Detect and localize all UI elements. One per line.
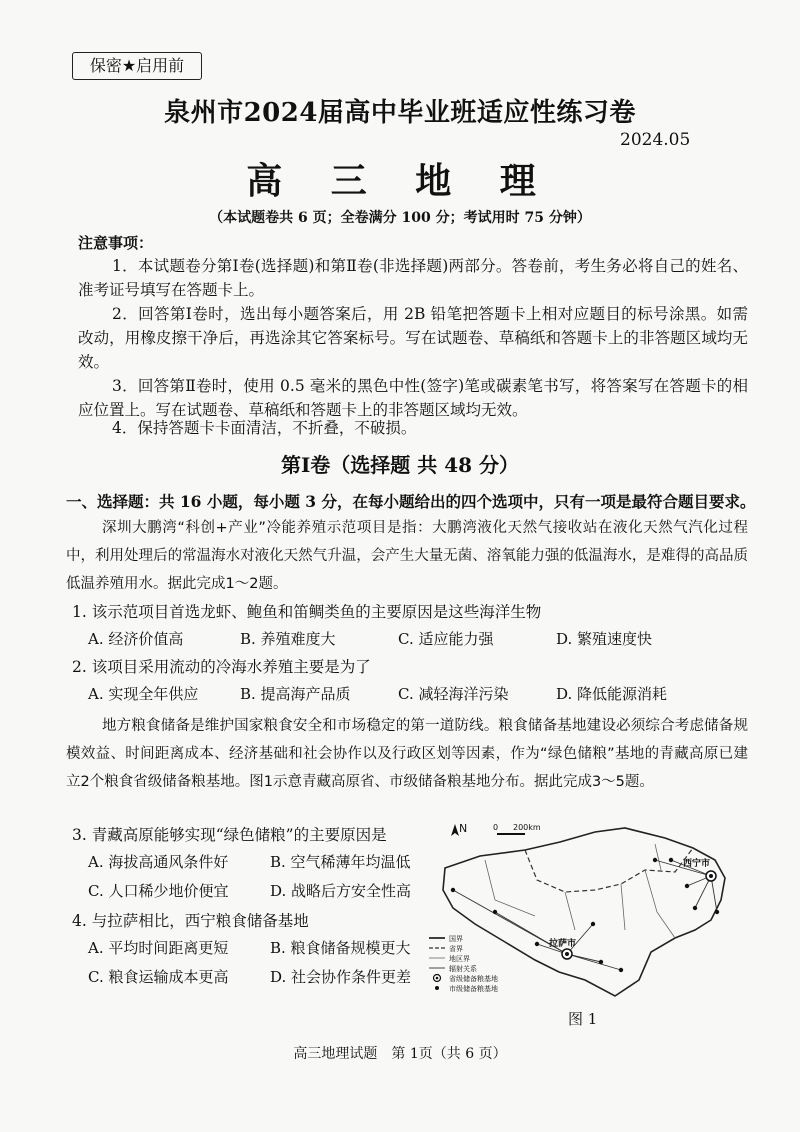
provincial-bases (562, 871, 716, 959)
legend-item: 省界 (449, 945, 463, 953)
question-1-stem: 1. 该示范项目首选龙虾、鲍鱼和笛鲷类鱼的主要原因是这些海洋生物 (72, 603, 542, 621)
notice-item: 2．回答第Ⅰ卷时，选出每小题答案后，用 2B 铅笔把答题卡上相对应题目的标号涂黑。如需改动，用橡皮擦干净后，再选涂其它答案标号。写在试题卷、草稿纸和答题卡上的非答题区域均无效。 (78, 305, 748, 371)
question-1-option-a: A. 经济价值高 (88, 630, 184, 648)
question-4-option-a: A. 平均时间距离更短 (88, 939, 229, 957)
material-passage-1: 深圳大鹏湾“科创+产业”冷能养殖示范项目是指：大鹏湾液化天然气接收站在液化天然气汽化过程中，利用处理后的常温海水对液化天然气升温，会产生大量无菌、溶氧能力强的低温海水，是难得的高品质低温养殖用水。据此完成1～2题。 (66, 520, 748, 592)
scale-zero: 0 (493, 823, 499, 832)
legend-item: 省级储备粮基地 (449, 975, 498, 983)
lhasa-label: 拉萨市 (549, 939, 577, 949)
question-4-option-d: D. 社会协作条件更差 (270, 968, 412, 986)
legend-item: 地区界 (449, 955, 470, 963)
question-4-option-c: C. 粮食运输成本更高 (88, 968, 229, 986)
question-2-option-c: C. 减轻海洋污染 (398, 685, 509, 703)
notice-item: 3．回答第Ⅱ卷时，使用 0.5 毫米的黑色中性(签字)笔或碳素笔书写，将答案写在答题卡的相应位置上。写在试题卷、草稿纸和答题卡上的非答题区域均无效。 (78, 377, 748, 419)
qinghai-tibet-map (425, 820, 745, 1010)
page-footer: 高三地理试题 第 1页（共 6 页） (293, 1046, 507, 1062)
xining-label: 西宁市 (683, 859, 711, 869)
confidential-stamp: 保密★启用前 (72, 52, 202, 80)
question-2-option-d: D. 降低能源消耗 (556, 685, 668, 703)
province-border (525, 848, 693, 892)
question-1-option-b: B. 养殖难度大 (240, 630, 336, 648)
north-label: N (459, 822, 468, 835)
map-figure (425, 820, 745, 1010)
plateau-outline (443, 828, 725, 996)
legend-item: 辐射关系 (449, 965, 477, 973)
scale-label: 200km (513, 823, 541, 832)
notice-title: 注意事项： (78, 234, 154, 252)
question-2-option-a: A. 实现全年供应 (88, 685, 199, 703)
exam-date: 2024.05 (620, 130, 691, 150)
radiation-lines (453, 860, 717, 970)
question-3-option-c: C. 人口稀少地价便宜 (88, 882, 229, 900)
material-passage-2: 地方粮食储备是维护国家粮食安全和市场稳定的第一道防线。粮食储备基地建设必须综合考虑储备规模效益、时间距离成本、经济基础和社会协作以及行政区划等因素，作为“绿色储粮”基地的青藏高原已建立2个粮食省级储备粮基地。图1示意青藏高原省、市级储备粮基地分布。据此完成3～5题。 (66, 718, 748, 790)
question-2-option-b: B. 提高海产品质 (240, 685, 351, 703)
north-arrow-icon (451, 824, 459, 836)
question-3-option-a: A. 海拔高通风条件好 (88, 853, 229, 871)
question-2-stem: 2. 该项目采用流动的冷海水养殖主要是为了 (72, 658, 371, 676)
question-4-option-b: B. 粮食储备规模更大 (270, 939, 411, 957)
exam-title: 泉州市2024届高中毕业班适应性练习卷 (164, 98, 636, 128)
notice-item: 1．本试题卷分第Ⅰ卷(选择题)和第Ⅱ卷(非选择题)两部分。答卷前，考生务必将自己的姓名、准考证号填写在答题卡上。 (78, 257, 748, 299)
question-1-option-c: C. 适应能力强 (398, 630, 494, 648)
exam-info: （本试题卷共 6 页；全卷满分 100 分；考试用时 75 分钟） (209, 210, 591, 226)
notice-item: 4．保持答题卡卡面清洁，不折叠，不破损。 (112, 419, 417, 437)
section-title: 第Ⅰ卷（选择题 共 48 分） (280, 453, 520, 477)
question-4-stem: 4. 与拉萨相比，西宁粮食储备基地 (72, 912, 309, 930)
figure-caption: 图 1 (568, 1010, 598, 1028)
question-3-stem: 3. 青藏高原能够实现“绿色储粮”的主要原因是 (72, 826, 387, 844)
city-bases (451, 858, 719, 972)
section-instruction: 一、选择题：共 16 小题，每小题 3 分，在每小题给出的四个选项中，只有一项是最符合题目要求。 (66, 492, 756, 511)
question-1-option-d: D. 繁殖速度快 (556, 630, 653, 648)
legend-item: 市级储备粮基地 (449, 985, 498, 993)
map-legend (429, 934, 498, 993)
question-3-option-b: B. 空气稀薄年均温低 (270, 853, 411, 871)
legend-item: 国界 (449, 935, 463, 943)
question-3-option-d: D. 战略后方安全性高 (270, 882, 412, 900)
subject-title: 高 三 地 理 (246, 160, 554, 202)
